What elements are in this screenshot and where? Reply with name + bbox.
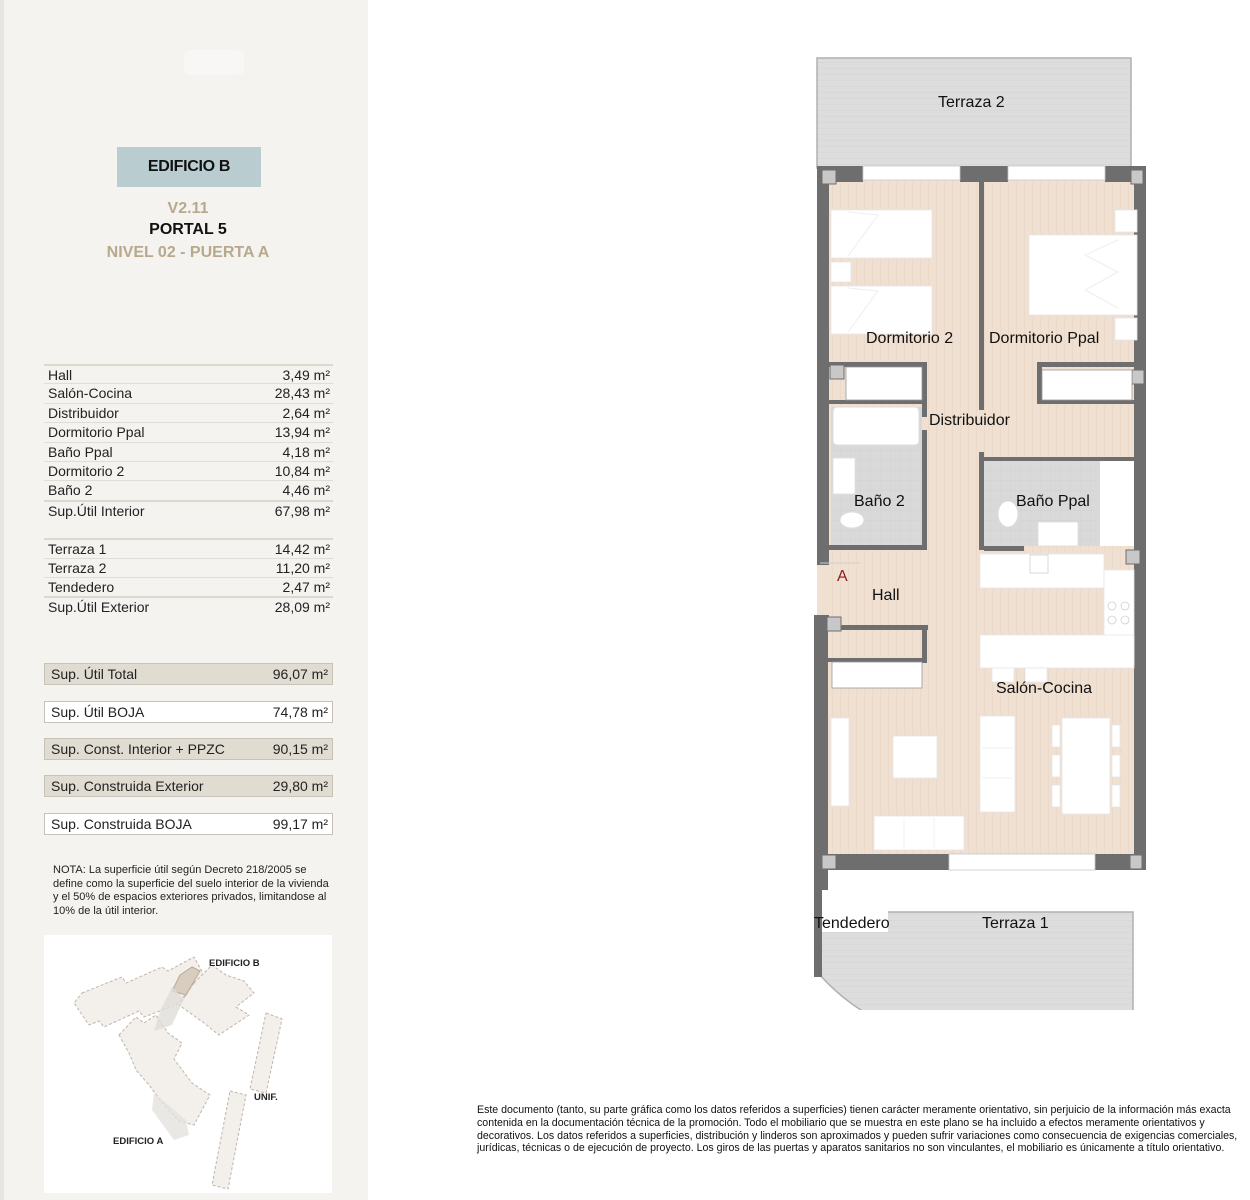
area-name: Terraza 1 bbox=[48, 541, 107, 558]
area-row bbox=[44, 403, 333, 422]
summary-name: Sup. Útil Total bbox=[51, 666, 138, 682]
area-value: 2,64 m² bbox=[282, 404, 330, 421]
site-map-drawing bbox=[44, 935, 332, 1193]
area-row bbox=[44, 442, 333, 461]
level-door-label: NIVEL 02 - PUERTA A bbox=[106, 244, 270, 261]
area-row bbox=[44, 558, 333, 577]
room-label-dormitorio-ppal: Dormitorio Ppal bbox=[989, 330, 1100, 347]
areas-table bbox=[44, 364, 333, 616]
area-row bbox=[44, 461, 333, 480]
area-name: Hall bbox=[48, 367, 73, 383]
entrance-door-marker: A bbox=[837, 568, 848, 585]
area-row-total bbox=[44, 596, 333, 615]
room-label-bano-ppal: Baño Ppal bbox=[1016, 493, 1090, 510]
area-value: 4,18 m² bbox=[282, 443, 330, 460]
area-value: 14,42 m² bbox=[274, 541, 330, 558]
summary-const-interior bbox=[44, 738, 333, 760]
room-label-distribuidor: Distribuidor bbox=[929, 412, 1010, 429]
nota-text: NOTA: La superficie útil según Decreto 218/2005 se define como la superficie del suelo interior de la vivienda y el 50% de espacios exteriores privados, limitandose al 10% de la útil interior. bbox=[53, 864, 329, 917]
area-value: 2,47 m² bbox=[282, 578, 330, 595]
area-value: 3,49 m² bbox=[282, 367, 330, 383]
area-name: Dormitorio Ppal bbox=[48, 424, 145, 441]
room-label-dormitorio-2: Dormitorio 2 bbox=[866, 330, 954, 347]
area-name: Baño Ppal bbox=[48, 443, 113, 460]
summary-const-exterior bbox=[44, 775, 333, 797]
summary-name: Sup. Construida Exterior bbox=[51, 778, 204, 794]
area-value: 67,98 m² bbox=[274, 502, 330, 519]
logo bbox=[184, 50, 244, 75]
site-label-edificio-a: EDIFICIO A bbox=[113, 1136, 164, 1147]
room-label-hall: Hall bbox=[872, 587, 900, 604]
area-row-total bbox=[44, 500, 333, 519]
summary-name: Sup. Construida BOJA bbox=[51, 816, 192, 832]
summary-name: Sup. Const. Interior + PPZC bbox=[51, 741, 225, 757]
floor-plan-drawing bbox=[800, 50, 1160, 1010]
room-label-terraza-1: Terraza 1 bbox=[982, 915, 1049, 932]
area-row bbox=[44, 422, 333, 441]
site-label-edificio-b: EDIFICIO B bbox=[209, 958, 260, 969]
site-label-unif: UNIF. bbox=[254, 1092, 278, 1103]
room-label-tendedero: Tendedero bbox=[814, 915, 890, 932]
area-row bbox=[44, 364, 333, 383]
area-value: 4,46 m² bbox=[282, 482, 330, 499]
area-name: Terraza 2 bbox=[48, 559, 107, 576]
area-name: Dormitorio 2 bbox=[48, 462, 125, 479]
area-name: Salón-Cocina bbox=[48, 385, 133, 402]
area-value: 28,09 m² bbox=[274, 599, 330, 616]
area-name: Distribuidor bbox=[48, 404, 119, 421]
area-value: 11,20 m² bbox=[275, 559, 330, 576]
site-map bbox=[44, 935, 332, 1193]
summary-name: Sup. Útil BOJA bbox=[51, 704, 145, 720]
building-badge: EDIFICIO B bbox=[117, 147, 261, 187]
version-label: V2.11 bbox=[167, 200, 209, 217]
summary-value: 96,07 m² bbox=[272, 666, 328, 682]
summary-value: 90,15 m² bbox=[272, 741, 328, 757]
area-name: Sup.Útil Exterior bbox=[48, 599, 150, 616]
summary-const-boja bbox=[44, 813, 333, 835]
area-value: 28,43 m² bbox=[274, 385, 330, 402]
summary-util-total bbox=[44, 663, 333, 685]
area-name: Tendedero bbox=[48, 578, 115, 595]
room-label-bano-2: Baño 2 bbox=[854, 493, 905, 510]
disclaimer-text: Este documento (tanto, su parte gráfica como los datos referidos a superficies) tienen carácter meramente orientativo, sin perjuicio de la información más exacta contenida en la documentación técnica de la promoción. Todo el mobiliario que se muestra en este plano se ha incluido a efectos meramente orientativos y decorativos. Los datos referidos a superficies, distribución y linderos son aproximados y pueden sufrir variaciones como consecuencia de exigencias comerciales, jurídicas, técnicas o de ejecución de proyecto. Los giros de las puertas y aparatos sanitarios no son vinculantes, el mobiliario es únicamente a título orientativo. bbox=[477, 1104, 1238, 1155]
spacer bbox=[44, 519, 333, 538]
summary-value: 29,80 m² bbox=[272, 778, 328, 794]
summary-util-boja bbox=[44, 701, 333, 723]
room-label-terraza-2: Terraza 2 bbox=[938, 94, 1005, 111]
area-name: Sup.Útil Interior bbox=[48, 502, 145, 519]
room-label-salon-cocina: Salón-Cocina bbox=[996, 680, 1093, 697]
portal-label: PORTAL 5 bbox=[149, 221, 227, 238]
floor-plan bbox=[800, 50, 1160, 1010]
area-name: Baño 2 bbox=[48, 482, 93, 499]
area-row bbox=[44, 577, 333, 596]
area-value: 10,84 m² bbox=[274, 462, 330, 479]
area-value: 13,94 m² bbox=[274, 424, 330, 441]
info-panel bbox=[0, 0, 368, 1200]
area-row bbox=[44, 480, 333, 499]
summary-value: 99,17 m² bbox=[272, 816, 328, 832]
summary-value: 74,78 m² bbox=[272, 704, 328, 720]
area-row bbox=[44, 538, 333, 557]
area-row bbox=[44, 383, 333, 402]
